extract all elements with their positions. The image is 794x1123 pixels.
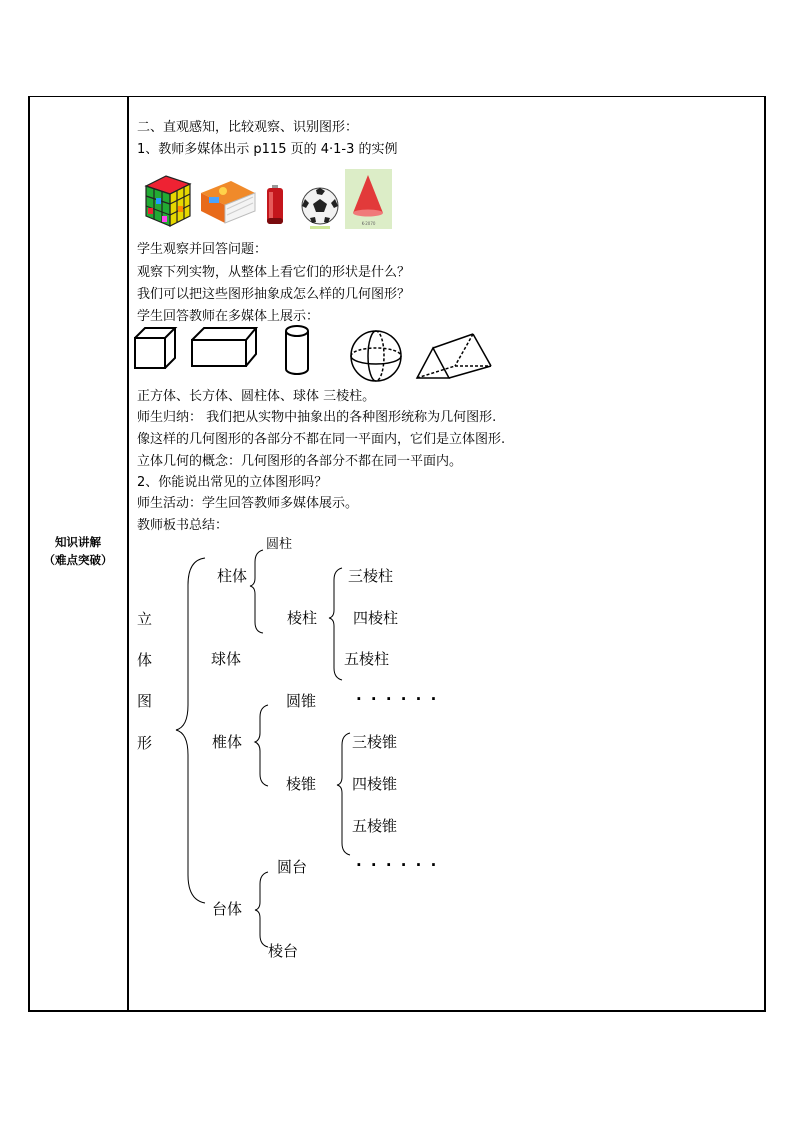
answer-intro: 学生回答教师在多媒体上展示： (137, 309, 320, 324)
root-char-4: 形 (137, 734, 153, 752)
node-yuantai: 圆台 (277, 858, 308, 876)
node-yuanzhui: 圆锥 (286, 692, 317, 710)
node-zhuiti: 椎体 (212, 733, 243, 751)
node-qiuti: 球体 (211, 650, 242, 668)
node-zhuti: 柱体 (217, 567, 248, 585)
summary-1: 师生归纳： 我们把从实物中抽象出的各种图形统称为几何图形. (137, 410, 497, 425)
node-lengzhu: 棱柱 (287, 609, 318, 627)
question-1: 观察下列实物，从整体上看它们的形状是什么？ (137, 265, 411, 280)
ellipsis-cone: · · · · · · (356, 690, 439, 708)
row-label-subtitle: （难点突破） (43, 553, 113, 567)
node-lengtai: 棱台 (268, 942, 299, 960)
prompt-intro: 学生观察并回答问题： (137, 242, 268, 257)
row-label-title: 知识讲解 (55, 535, 101, 549)
board-intro: 教师板书总结： (137, 518, 229, 533)
node-taiti: 台体 (212, 900, 243, 918)
root-char-1: 立 (137, 610, 153, 628)
node-lengzhu-1: 三棱柱 (348, 567, 394, 585)
root-char-2: 体 (137, 651, 153, 669)
question-2: 我们可以把这些图形抽象成怎么样的几何图形？ (137, 287, 411, 302)
node-lengzhu-2: 四棱柱 (353, 609, 399, 627)
item-1: 1、教师多媒体出示 p115 页的 4·1-3 的实例 (137, 142, 398, 157)
node-lengzhui-1: 三棱锥 (352, 733, 398, 751)
root-char-3: 图 (137, 692, 153, 710)
node-yuanzhu: 圆柱 (266, 537, 293, 552)
concept-definition: 立体几何的概念：几何图形的各部分不都在同一平面内。 (137, 454, 463, 469)
ellipsis-frustum: · · · · · · (356, 856, 439, 874)
node-lengzhui-3: 五棱锥 (352, 817, 398, 835)
node-lengzhu-3: 五棱柱 (344, 650, 390, 668)
shape-names: 正方体、长方体、圆柱体、球体 三棱柱。 (137, 389, 376, 404)
summary-2: 像这样的几何图形的各部分不都在同一平面内，它们是立体图形. (137, 432, 506, 447)
node-lengzhui: 棱锥 (286, 775, 317, 793)
section-heading: 二、直观感知，比较观察、识别图形： (137, 120, 359, 135)
activity: 师生活动：学生回答教师多媒体展示。 (137, 496, 359, 511)
item-2: 2、你能说出常见的立体图形吗？ (137, 475, 328, 490)
node-lengzhui-2: 四棱锥 (352, 775, 398, 793)
photo-caption: K-2070 (361, 221, 376, 226)
